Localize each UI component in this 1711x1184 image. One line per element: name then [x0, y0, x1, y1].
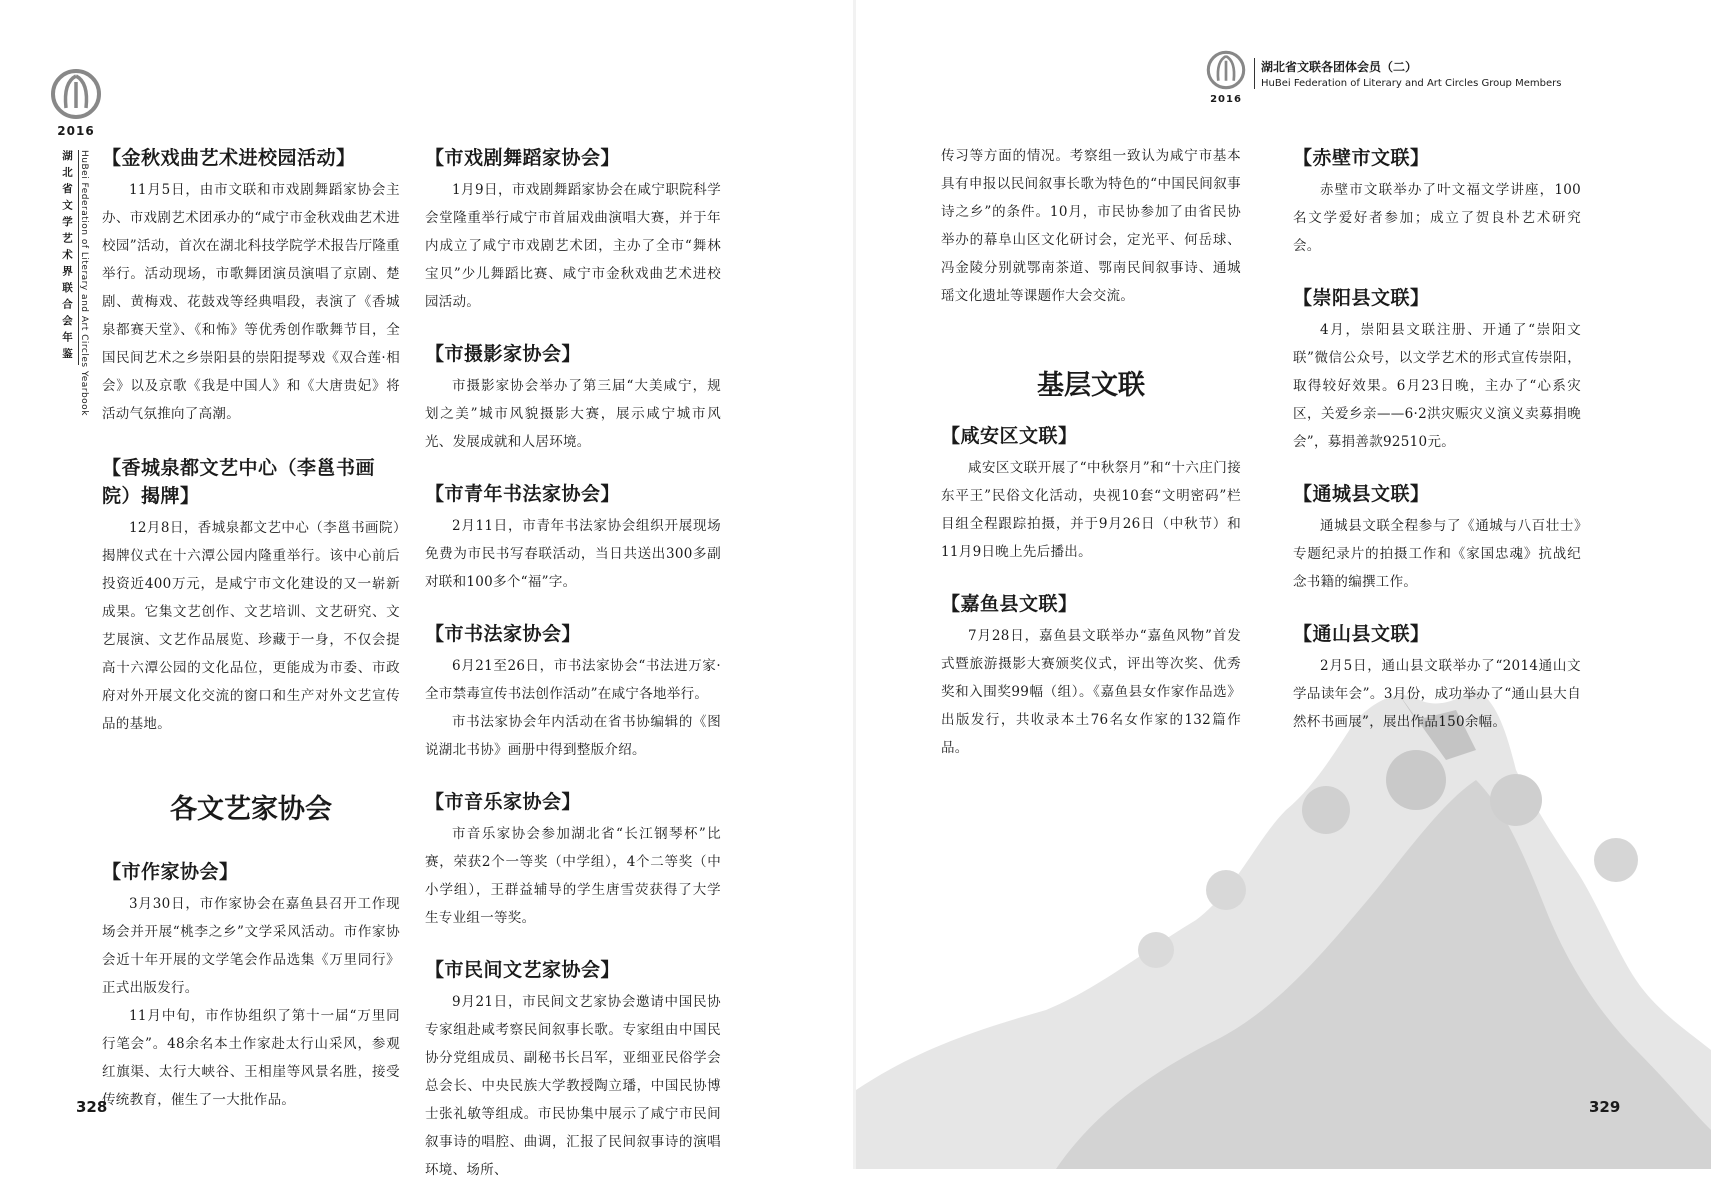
section-heading: 【市青年书法家协会】	[425, 483, 621, 505]
section-photography	[425, 340, 721, 456]
section-heading: 【市作家协会】	[102, 861, 239, 883]
paragraph: 2月11日，市青年书法家协会组织开展现场免费为市民书写春联活动，当日共送出300多副对联和100多个“福”字。	[425, 518, 721, 590]
paragraph-continued: 传习等方面的情况。考察组一致认为咸宁市基本具有申报以民间叙事长歌为特色的“中国民间叙事诗之乡”的条件。10月，市民协参加了由省民协举办的幕阜山区文化研讨会，定光平、何岳球、冯金陵分别就鄂南茶道、鄂南民间叙事诗、通城瑶文化遗址等课题作大会交流。	[941, 148, 1241, 304]
header-title-cn: 湖北省文联各团体会员（二）	[1261, 60, 1418, 74]
right-column-1	[941, 142, 1241, 762]
section-title-grassroots: 基层文联	[1037, 370, 1145, 401]
section-chongyang-county	[1293, 284, 1581, 456]
section-heading: 【市民间文艺家协会】	[425, 959, 621, 981]
left-column-2	[425, 144, 721, 1184]
section-tongshan-county	[1293, 620, 1581, 736]
section-heading: 【金秋戏曲艺术进校园活动】	[102, 147, 356, 169]
paragraph: 市书法家协会年内活动在省书协编辑的《图说湖北书协》画册中得到整版介绍。	[425, 714, 721, 758]
section-heading: 【市戏剧舞蹈家协会】	[425, 147, 621, 169]
section-youth-calligraphy	[425, 480, 721, 596]
section-heading: 【通山县文联】	[1293, 623, 1430, 645]
page-number-right: 329	[1589, 1098, 1621, 1116]
paragraph: 12月8日，香城泉都文艺中心（李邕书画院）揭牌仪式在十六潭公园内隆重举行。该中心前后投资近400万元，是咸宁市文化建设的又一崭新成果。它集文艺创作、文艺培训、文艺研究、文艺展演、文艺作品展览、珍藏于一身，不仅会提高十六潭公园的文化品位，更能成为市委、市政府对外开展文化交流的窗口和生产对外文艺宣传品的基地。	[102, 520, 400, 732]
paragraph: 6月21至26日，市书法家协会“书法进万家·全市禁毒宣传书法创作活动”在咸宁各地举行。	[425, 658, 721, 702]
paragraph: 市音乐家协会参加湖北省“长江钢琴杯”比赛，荣获2个一等奖（中学组），4个二等奖（中小学组），王群益辅导的学生唐雪荧获得了大学生专业组一等奖。	[425, 826, 721, 926]
paragraph: 通城县文联全程参与了《通城与八百壮士》专题纪录片的拍摄工作和《家国忠魂》抗战纪念书籍的编撰工作。	[1293, 518, 1581, 590]
section-heading: 【崇阳县文联】	[1293, 287, 1430, 309]
section-chibi-city	[1293, 144, 1581, 260]
left-page	[0, 0, 855, 1178]
yearbook-title-en: HuBei Federation of Literary and Art Circles Yearbook	[79, 150, 89, 416]
paragraph: 3月30日，市作家协会在嘉鱼县召开工作现场会并开展“桃李之乡”文学采风活动。市作家协会近十年开展的文学笔会作品选集《万里同行》正式出版发行。	[102, 896, 400, 996]
yearbook-title-vertical	[60, 150, 79, 365]
section-heading: 【市音乐家协会】	[425, 791, 582, 813]
section-jiayu-county	[941, 590, 1241, 762]
paragraph: 11月5日，由市文联和市戏剧舞蹈家协会主办、市戏剧艺术团承办的“咸宁市金秋戏曲艺术进校园”活动，首次在湖北科技学院学术报告厅隆重举行。活动现场，市歌舞团演员演唱了京剧、楚剧、黄梅戏、花鼓戏等经典唱段，表演了《香城泉都赛天堂》、《和怖》等优秀创作歌舞节目，全国民间艺术之乡崇阳县的崇阳提琴戏《双合莲·相会》以及京歌《我是中国人》和《大唐贵妃》将活动气氛推向了高潮。	[102, 182, 400, 422]
header-logo	[1202, 50, 1250, 105]
section-title-associations: 各文艺家协会	[170, 794, 332, 825]
paragraph: 7月28日，嘉鱼县文联举办“嘉鱼风物”首发式暨旅游摄影大赛颁奖仪式，评出等次奖、优秀奖和入围奖99幅（组）。《嘉鱼县女作家作品选》出版发行，共收录本土76名女作家的132篇作品。	[941, 628, 1241, 756]
section-heading: 【赤壁市文联】	[1293, 147, 1430, 169]
paragraph: 1月9日，市戏剧舞蹈家协会在咸宁职院科学会堂隆重举行咸宁市首届戏曲演唱大赛，并于年内成立了咸宁市戏剧艺术团，主办了全市“舞林宝贝”少儿舞蹈比赛、咸宁市金秋戏曲艺术进校园活动。	[425, 182, 721, 310]
paragraph: 咸安区文联开展了“中秋祭月”和“十六庄门接东平王”民俗文化活动，央视10套“文明密码”栏目组全程跟踪拍摄，并于9月26日（中秋节）和11月9日晚上先后播出。	[941, 460, 1241, 560]
section-calligraphy	[425, 620, 721, 764]
paragraph: 11月中旬，市作协组织了第十一届“万里同行笔会”。48余名本土作家赴太行山采风，参观红旗渠、太行大峡谷、王相崖等风景名胜，接受传统教育，催生了一大批作品。	[102, 1008, 400, 1108]
section-heading: 【市摄影家协会】	[425, 343, 582, 365]
section-heading: 【市书法家协会】	[425, 623, 582, 645]
header-title-block	[1254, 58, 1561, 89]
section-heading: 【咸安区文联】	[941, 425, 1078, 447]
section-tongcheng-county	[1293, 480, 1581, 596]
logo-year: 2016	[1210, 94, 1242, 105]
section-heading: 【嘉鱼县文联】	[941, 593, 1078, 615]
yearbook-title-cn: 湖北省文学艺术界联合会年鉴	[61, 150, 73, 365]
paragraph: 2月5日，通山县文联举办了“2014通山文学品读年会”。3月份，成功举办了“通山县大自然杯书画展”，展出作品150余幅。	[1293, 658, 1581, 730]
paragraph: 赤壁市文联举办了叶文福文学讲座，100名文学爱好者参加；成立了贺良朴艺术研究会。	[1293, 182, 1581, 254]
paragraph: 4月，崇阳县文联注册、开通了“崇阳文联”微信公众号，以文学艺术的形式宣传崇阳，取得较好效果。6月23日晚，主办了“心系灾区，关爱乡亲——6·2洪灾赈灾义演义卖募捐晚会”，募捐善款92510元。	[1293, 322, 1581, 450]
left-column-1	[102, 144, 400, 1114]
right-page	[856, 0, 1711, 1169]
section-folk-literature	[425, 956, 721, 1184]
section-heading: 【香城泉都文艺中心（李邕书画院）揭牌】	[102, 457, 376, 507]
logo-emblem-icon	[46, 68, 106, 120]
section-drama-dance	[425, 144, 721, 316]
header-title-en: HuBei Federation of Literary and Art Circles Group Members	[1261, 78, 1562, 89]
section-xianan-district	[941, 422, 1241, 566]
section-xiangcheng-center	[102, 454, 400, 738]
section-writers-association	[102, 858, 400, 1114]
paragraph: 市摄影家协会举办了第三届“大美咸宁，规划之美”城市风貌摄影大赛，展示咸宁城市风光、发展成就和人居环境。	[425, 378, 721, 450]
section-music	[425, 788, 721, 932]
yearbook-logo	[46, 68, 106, 138]
logo-year: 2016	[57, 124, 95, 138]
section-autumn-opera	[102, 144, 400, 428]
section-heading: 【通城县文联】	[1293, 483, 1430, 505]
paragraph: 9月21日，市民间文艺家协会邀请中国民协专家组赴咸考察民间叙事长歌。专家组由中国民协分党组成员、副秘书长吕军，亚细亚民俗学会总会长、中央民族大学教授陶立璠，中国民协博士张礼敏等组成。市民协集中展示了咸宁市民间叙事诗的唱腔、曲调，汇报了民间叙事诗的演唱环境、场所、	[425, 994, 721, 1178]
right-column-2	[1293, 144, 1581, 736]
logo-emblem-icon	[1202, 50, 1250, 90]
page-number-left: 328	[76, 1098, 108, 1116]
